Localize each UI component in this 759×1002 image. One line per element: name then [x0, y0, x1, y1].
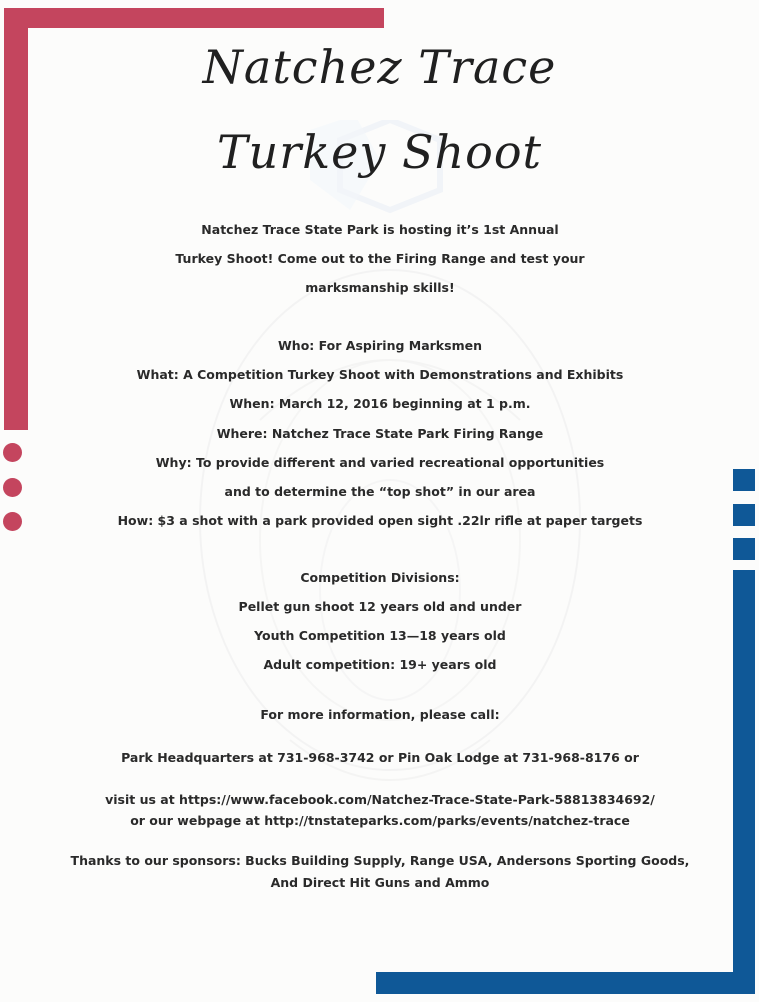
divisions-heading: Competition Divisions:: [300, 570, 460, 585]
contact-phones: Park Headquarters at 731-968-3742 or Pin Oak Lodge at 731-968-8176 or: [121, 750, 639, 765]
intro-line: Natchez Trace State Park is hosting it’s 1st Annual: [201, 222, 559, 237]
detail-who: Who: For Aspiring Marksmen: [278, 338, 482, 353]
contact-webpage: or our webpage at http://tnstateparks.com/parks/events/natchez-trace: [130, 813, 630, 828]
red-dot: [3, 478, 22, 497]
detail-when: When: March 12, 2016 beginning at 1 p.m.: [229, 396, 531, 411]
red-dot: [3, 443, 22, 462]
sponsors-line-2: And Direct Hit Guns and Ammo: [270, 875, 490, 890]
contact-heading: For more information, please call:: [260, 707, 500, 722]
contact-facebook: visit us at https://www.facebook.com/Natchez-Trace-State-Park-58813834692/: [105, 792, 655, 807]
detail-why: Why: To provide different and varied recreational opportunities: [155, 455, 605, 470]
detail-where: Where: Natchez Trace State Park Firing Range: [216, 426, 544, 441]
sponsors-line-1: Thanks to our sponsors: Bucks Building Supply, Range USA, Andersons Sporting Goods,: [70, 853, 690, 868]
division-item: Adult competition: 19+ years old: [263, 657, 497, 672]
division-item: Pellet gun shoot 12 years old and under: [238, 599, 522, 614]
intro-line: marksmanship skills!: [305, 280, 455, 295]
detail-what: What: A Competition Turkey Shoot with Demonstrations and Exhibits: [136, 367, 624, 382]
blue-square: [733, 504, 755, 526]
intro-line: Turkey Shoot! Come out to the Firing Range and test your: [175, 251, 585, 266]
division-item: Youth Competition 13—18 years old: [254, 628, 506, 643]
title-line-1: Natchez Trace: [202, 40, 557, 94]
blue-frame-right: [733, 570, 755, 994]
red-frame-top: [4, 8, 384, 28]
blue-square: [733, 538, 755, 560]
detail-why-cont: and to determine the “top shot” in our area: [224, 484, 536, 499]
title-line-2: Turkey Shoot: [216, 125, 542, 179]
detail-how: How: $3 a shot with a park provided open sight .22lr rifle at paper targets: [117, 513, 643, 528]
blue-frame-bottom: [376, 972, 755, 994]
blue-square: [733, 469, 755, 491]
red-dot: [3, 512, 22, 531]
